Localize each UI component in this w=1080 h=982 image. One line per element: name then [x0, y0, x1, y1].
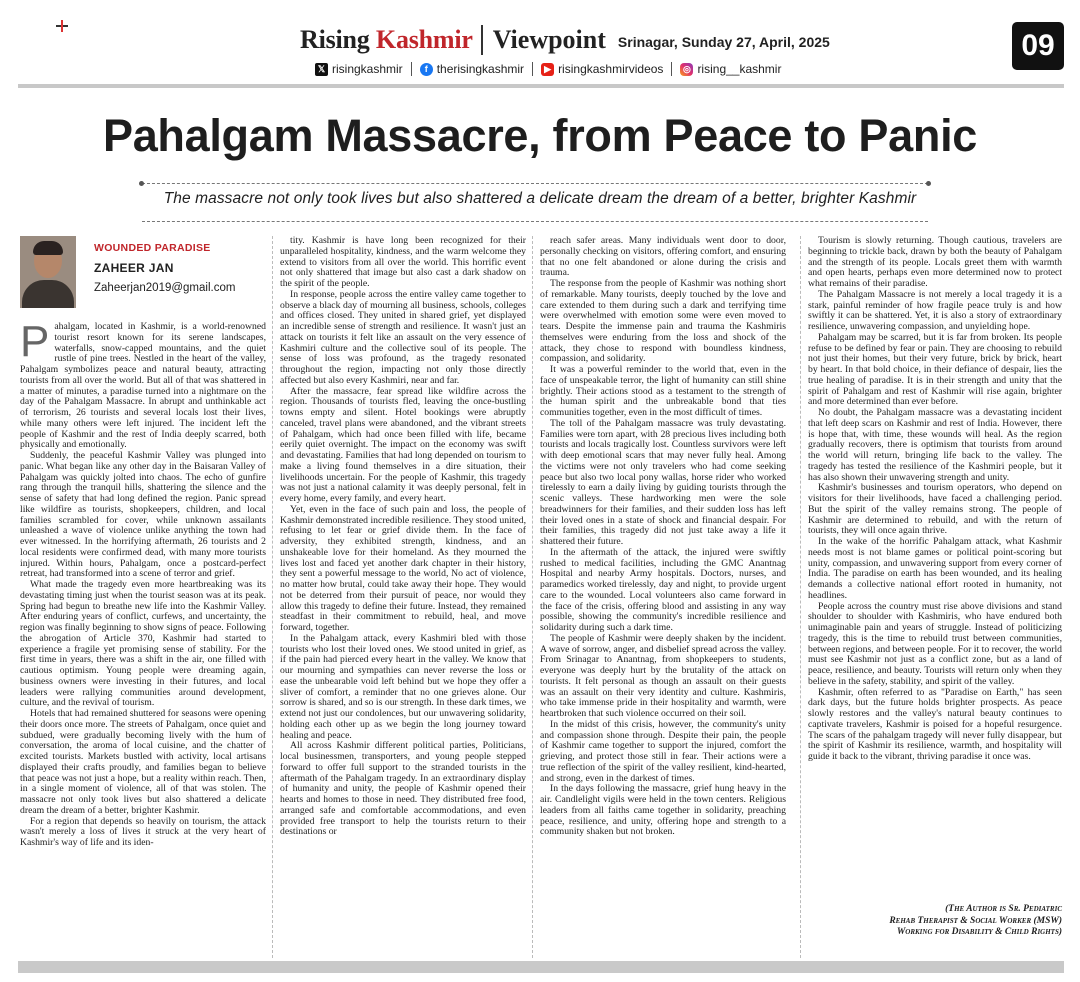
column-rule: [272, 236, 273, 958]
page-number: 09: [1012, 22, 1064, 70]
paragraph: Kashmir, often referred to as "Paradise on Earth," has seen dark days, but the future holds brighter prospects. As peace slowly restores and the valley's natural beauty continues to captivate travelers, Kashmir is poised for a hopeful resurgence. The scars of the pahalgam tragedy will never fully disappear, but the spirit of Kashmir its resilience, warmth, and hospitality will guide it back to the vibrant, thriving paradise it once was.: [808, 686, 1062, 762]
paragraph: tity. Kashmir is have long been recognized for their unparalleled hospitality, kindness, and the warm welcome they extend to visitors from all over the world. This horrific event not only shattered that image but also cast a dark shadow on the spirit of the people.: [280, 235, 526, 289]
column-tag: WOUNDED PARADISE: [94, 242, 211, 254]
credit-line: (The Author is Sr. Pediatric: [945, 904, 1062, 914]
author-email[interactable]: Zaheerjan2019@gmail.com: [94, 282, 236, 294]
social-link[interactable]: [420, 62, 524, 76]
social-link[interactable]: [315, 62, 403, 76]
paragraph: Yet, even in the face of such pain and loss, the people of Kashmir demonstrated incredible resilience. They stood united, refusing to let fear or grief divide them. In the face of adversity, they exhibited strength, kindness, and an unshakeable love for their homeland. As they mourned the lives lost and faced yet another dark chapter in their history, they sent a powerful message to the world, No act of violence, no matter how brutal, could take away their hope. They would not be deterred from their pursuit of peace, nor would they allow this tragedy to define their future. Instead, they remained steadfast in their commitment to rebuild, heal, and move forward, together.: [280, 503, 526, 633]
paragraph: Suddenly, the peaceful Kashmir Valley was plunged into panic. What began like any other day in the Baisaran Valley of Pahalgam was quickly jolted into chaos. The echo of gunfire rang through the tranquil hills, shattering the silence and the sense of safety that had long defined the region. Panic spread like wildfire as tourists, shopkeepers, children, and local families scrambled for cover, while unknown assailants unleashed a wave of violence unlike anything the town had ever witnessed. In the horrifying aftermath, 26 tourists and 2 local residents were confirmed dead, with many more tourists injured. Within hours, Pahalgam, once a postcard-perfect retreat, had transformed into a scene of terror and grief.: [20, 450, 266, 580]
bottom-bar: [18, 961, 1064, 973]
paragraph: In the Pahalgam attack, every Kashmiri bled with those tourists who lost their loved ones. We stood united in grief, as if the pain had pierced every heart in the valley. We know that our mourning and sympathies can never reverse the loss or ease the unbearable void left behind but we hope they offer a sliver of comfort, a reminder that no one grieves alone. Our sorrow is shared, and so is our strength. In these dark times, we extend not just our condolences, but our unwavering solidarity, holding each other up as we begin the long journey toward healing and peace.: [280, 632, 526, 741]
paragraph: The Pahalgam Massacre is not merely a local tragedy it is a stark, painful reminder of how fragile peace truly is and how swiftly it can be shattered. Yet, it is also a story of extraordinary resilience, unwavering compassion, and unyielding hope.: [808, 288, 1062, 332]
column-rule: [532, 236, 533, 958]
article-column-1: [20, 317, 266, 849]
crop-mark: [56, 20, 68, 32]
article-column-3: [540, 236, 786, 838]
paragraph: Pahalgam, located in Kashmir, is a world-renowned tourist resort known for its serene landscapes, waterfalls, snow-capped mountains, and the quiet rustle of pine trees. Nestled in the heart of the valley, Pahalgam symbolizes peace and natural beauty, attracting tourists from all over the world. But all of that was shattered in a matter of minutes, a paradise turned into a nightmare on the day of the Pahalgam Massacre. In abrupt and unthinkable act of terrorism, 26 tourists and several locals lost their lives, while many others were left injured. The incident left the people of Kashmir and the rest of India deeply scarred, both physically and emotionally.: [20, 317, 266, 451]
x-icon: 𝕏: [315, 63, 328, 76]
credit-line: Working for Disability & Child Rights): [896, 927, 1062, 937]
facebook-icon: f: [420, 63, 433, 76]
author-photo: [20, 236, 76, 308]
paragraph: In the aftermath of the attack, the injured were swiftly rushed to medical facilities, including the GMC Anantnag Hospital and nearby Army hospitals. Doctors, nurses, and paramedics worked tirelessly, day and night, to provide urgent care to the wounded. Local volunteers also came forward in the face of the crisis, offering blood and assisting in any way possible, showing the community's incredible resilience and solidarity during such a dark time.: [540, 546, 786, 633]
social-handle: rising__kashmir: [697, 62, 782, 76]
article-column-4: [808, 236, 1062, 763]
social-link[interactable]: [541, 62, 663, 76]
paragraph: No doubt, the Pahalgam massacre was a devastating incident that left deep scars on Kashmir and rest of India. However, there is hope that, with time, these wounds will heal. As the region gradually recovers, there is optimism that tourists from around the world will return, bringing life back to the valley. The tragedy has tested the resilience of the Kashmiri people, but it has also shown their unwavering strength and unity.: [808, 407, 1062, 483]
youtube-icon: ▶: [541, 63, 554, 76]
social-handle: therisingkashmir: [436, 62, 525, 76]
paragraph: After the massacre, fear spread like wildfire across the region. Thousands of tourists fled, leaving the once-bustling towns empty and silent. Hotel bookings were abruptly canceled, travel plans were abandoned, and the vibrant streets of Pahalgam, which had once been filled with life, became eerily quiet overnight. The impact on the economy was swift and devastating. Families that had long depended on tourism to make a living found themselves in a dire situation, their livelihoods uncertain. For the people of Kashmir, this tragedy was not just a national calamity it was deeply personal, felt in every home, every family, and every heart.: [280, 385, 526, 504]
masthead-brand: [300, 25, 473, 55]
social-handle: risingkashmir: [332, 62, 403, 76]
deck: The massacre not only took lives but also shattered a delicate dream the dream of a better, brighter Kashmir: [163, 190, 917, 207]
social-link[interactable]: [680, 62, 781, 76]
paragraph: All across Kashmir different political parties, Politicians, local businessmen, transporters, and young people stepped forward to offer full support to the stranded tourists in the aftermath of the Pahalgam tragedy. In an extraordinary display of humanity and unity, the people of Kashmir opened their hearts and homes to those in need. They distributed free food, arranged safe and comfortable accommodations, and even provided free transport to help the tourists return to their destinations or: [280, 740, 526, 838]
social-divider: [411, 62, 412, 76]
social-divider: [671, 62, 672, 76]
paragraph: What made the tragedy even more heartbreaking was its devastating timing just when the tourist season was at its peak. Spring had begun to breathe new life into the Kashmir Valley. After enduring years of conflict, curfews, and uncertainty, the region was finally beginning to show signs of peace. Following the abrogation of Article 370, Kashmir had started to experience a fragile yet promising sense of stability. For the first time in years, there was a shift in the air, one filled with cautious optimism. Young people were dreaming again, business owners were investing in their futures, and local leaders were rallying communities around development, culture, and the revival of tourism.: [20, 579, 266, 709]
headline: Pahalgam Massacre, from Peace to Panic: [102, 110, 977, 161]
brand-first-word: Rising: [300, 25, 370, 54]
instagram-icon: ◎: [680, 63, 693, 76]
paragraph: In the midst of this crisis, however, the community's unity and compassion shone through. Despite their pain, the people of Kashmir came together to support the injured, comfort the grieving, and protect those still in fear. Their actions were a true reflection of the spirit of the valley resilient, kind-hearted, and strong, even in the darkest of times.: [540, 718, 786, 784]
paragraph: Hotels that had remained shuttered for seasons were opening their doors once more. The streets of Pahalgam, once quiet and subdued, were gradually becoming lively with the hum of conversation, the aroma of local cuisine, and the chatter of excited tourists. Markets bustled with activity, local artisans displayed their crafts proudly, and families began to believe that peace was not just a hope, but a reality within reach. Then, in a single moment of violence, all of that was stolen. The massacre not only took lives but also shattered a delicate dream the dream of a better, brighter Kashmir.: [20, 708, 266, 816]
masthead-divider: [481, 25, 483, 55]
paragraph: In response, people across the entire valley came together to observe a black day of mourning all business, schools, colleges and offices closed. They united in shared grief, yet displayed an incredible sense of strength and resilience. It wasn't just an attack on tourists it felt like an assault on the very essence of Kashmiri culture and the collective soul of its people. The sense of loss was profound, as the tragedy resonated throughout the region, impacting not only those directly affected but also every Kashmiri, near and far.: [280, 288, 526, 386]
paragraph: For a region that depends so heavily on tourism, the attack wasn't merely a loss of lives it struck at the very heart of Kashmir's way of life and its iden-: [20, 815, 266, 848]
paragraph: Pahalgam may be scarred, but it is far from broken. Its people refuse to be defined by fear or pain. They are choosing to rebuild not just their homes, but their very future, brick by brick, heart by heart. In that bold choice, in their defiance of despair, lies the true healing of paradise. It is in their strength and unity that the spirit of Pahalgam and rest of Kashmir will rise again, brighter and more determined than ever before.: [808, 331, 1062, 408]
paragraph: People across the country must rise above divisions and stand shoulder to shoulder with Kashmiris, who have endured both unimaginable pain and years of struggle. Instead of politicizing tragedy, this is the time to rebuild trust between communities, between regions, and between people. For it to recover, the world must see Kashmir not just as a conflict zone, but as a land of peace, resilience, and beauty. Tourists will return only when they believe in the safety, stability, and spirit of the valley.: [808, 600, 1062, 687]
paragraph: In the wake of the horrific Pahalgam attack, what Kashmir needs most is not blame games or political point-scoring but unity, compassion, and unwavering support from every corner of India. The paradise on earth has been wounded, and its healing demands a collective national effort rooted in humanity, not headlines.: [808, 536, 1062, 601]
section-name: Viewpoint: [492, 25, 606, 54]
deck-rule-bottom: [142, 221, 928, 222]
credit-line: Rehab Therapist & Social Worker (MSW): [889, 915, 1062, 926]
byline: [20, 236, 264, 316]
top-rule: [18, 84, 1064, 88]
dateline: Srinagar, Sunday 27, April, 2025: [617, 34, 830, 50]
paragraph: Tourism is slowly returning. Though cautious, travelers are beginning to trickle back, drawn by both the beauty of Pahalgam and the strength of its people. Locals greet them with warmth and open hearts, perhaps even more determined now to protect what remains of their paradise.: [808, 235, 1062, 289]
paragraph: The toll of the Pahalgam massacre was truly devastating. Families were torn apart, with 28 precious lives including both tourists and locals tragically lost. Countless survivors were left with deep emotional scars that may never fully heal. Among the victims were not only travelers who had come seeking peace but also two local pony wallas, horse rider who worked tirelessly to earn a daily living by guiding tourists through the scenic valleys. These hardworking men were the sole breadwinners for their families, and their sudden loss has left their loved ones in a state of shock and financial despair. For their families, this tragedy did not just take away a life it shattered their future.: [540, 417, 786, 547]
column-rule: [800, 236, 801, 958]
paragraph: The people of Kashmir were deeply shaken by the incident. A wave of sorrow, anger, and disbelief spread across the valley. From Srinagar to Anantnag, from shopkeepers to students, everyone was deeply hurt by the brutality of the attack on tourists. It felt personal as though an assault on their guests was an assault on their very identity and culture. Kashmiris, who take immense pride in their hospitality and warmth, were heartbroken that such violence occurred on their soil.: [540, 632, 786, 719]
paragraph: The response from the people of Kashmir was nothing short of remarkable. Many tourists, deeply touched by the love and care extended to them during such a dark and terrifying time were overwhelmed with emotion some were even moved to tears. Despite the immense pain and trauma the Kashmiris themselves were enduring from the loss and shock of the attack, they chose to respond with boundless kindness, compassion, and solidarity.: [540, 278, 786, 365]
author-credit: [766, 904, 1062, 939]
social-divider: [532, 62, 533, 76]
dropcap: P: [20, 317, 50, 366]
paragraph: Kashmir's businesses and tourism operators, who depend on visitors for their livelihoods, have faced a challenging period. But the spirit of the valley remains strong. The people of Kashmir are determined to rebuild, and with the return of tourists, they will once again thrive.: [808, 482, 1062, 537]
paragraph: In the days following the massacre, grief hung heavy in the air. Candlelight vigils were held in the town centers. Religious leaders from all faiths came together in solidarity, preaching peace, resilience, and unity, offering hope and strength to a community shaken but not broken.: [540, 783, 786, 838]
social-handle: risingkashmirvideos: [558, 62, 664, 76]
article-column-2: [280, 236, 526, 838]
deck-rule-top: [142, 183, 928, 184]
paragraph: reach safer areas. Many individuals went door to door, personally checking on visitors, offering comfort, and ensuring that no one felt abandoned or alone during the crisis and trauma.: [540, 235, 786, 279]
paragraph: It was a powerful reminder to the world that, even in the face of unspeakable terror, the light of humanity can still shine brightly. Their actions stood as a testament to the strength of the human spirit and the unbreakable bond that ties communities together, even in the most difficult of times.: [540, 364, 786, 418]
social-handles: [315, 62, 787, 76]
masthead: [300, 24, 830, 56]
author-name: ZAHEER JAN: [94, 261, 174, 275]
brand-second-word: Kashmir: [375, 25, 473, 54]
